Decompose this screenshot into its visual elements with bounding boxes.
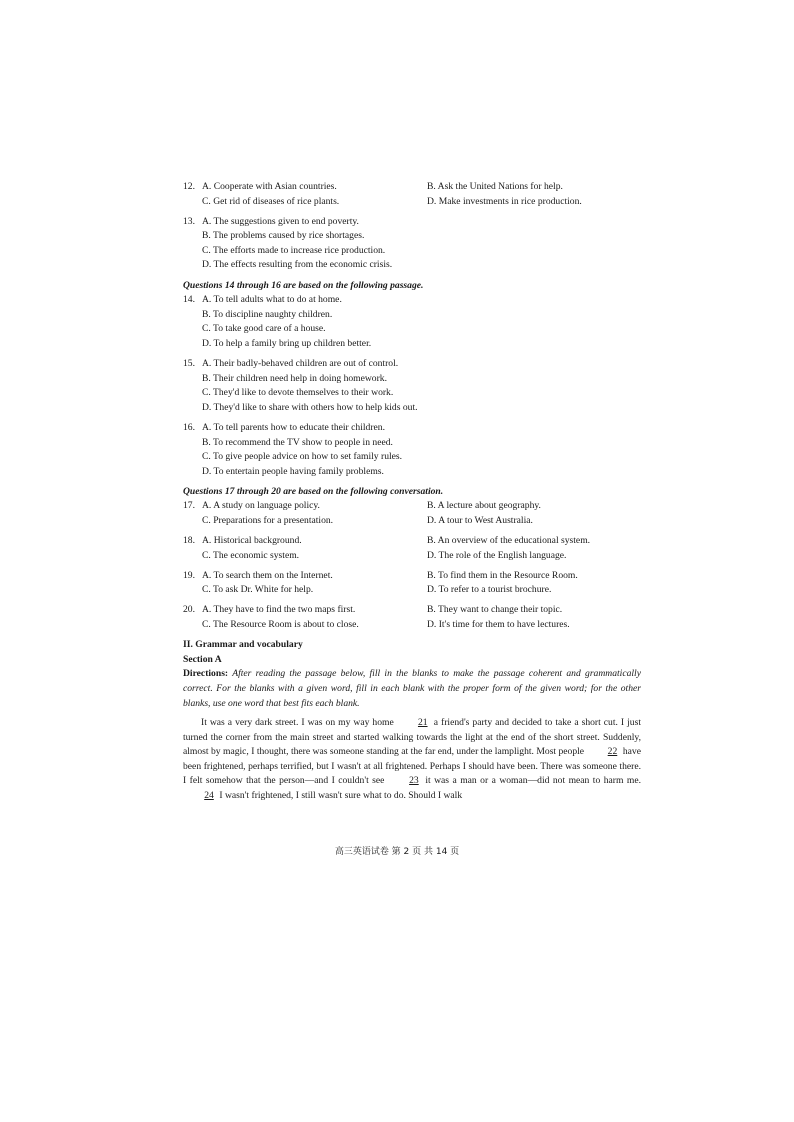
option-b: B. They want to change their topic. <box>427 604 563 616</box>
directions <box>183 667 641 711</box>
page-footer: 高三英语试卷 第 2 页 共 14 页 <box>334 847 460 857</box>
blank-23: 23 <box>409 775 419 787</box>
option-d: D. Make investments in rice production. <box>427 195 582 207</box>
option-c: C. The Resource Room is about to close. <box>202 619 359 631</box>
option-b: B. To find them in the Resource Room. <box>427 569 578 581</box>
option-d: D. The effects resulting from the economic crisis. <box>202 259 393 271</box>
question-15-option-a <box>183 357 641 372</box>
option-c: C. Get rid of diseases of rice plants. <box>202 195 340 207</box>
question-17-row-2 <box>183 514 641 529</box>
question-20-row-1 <box>183 603 641 618</box>
question-17-row-1 <box>183 499 641 514</box>
option-a: A. To tell adults what to do at home. <box>202 294 342 306</box>
cloze-passage <box>183 716 641 803</box>
option-b: B. A lecture about geography. <box>427 500 541 512</box>
option-c: C. Preparations for a presentation. <box>202 514 334 526</box>
question-number: 13. <box>183 215 195 227</box>
passage-text: I wasn't frightened, I still wasn't sure what to do. Should I walk <box>217 789 463 801</box>
part-title: II. Grammar and vocabulary <box>183 639 303 651</box>
question-15-option-c <box>183 386 641 401</box>
option-b: B. The problems caused by rice shortages. <box>202 230 365 242</box>
question-number: 18. <box>183 535 195 547</box>
question-number: 19. <box>183 569 195 581</box>
question-18-row-2 <box>183 549 641 564</box>
question-16-option-b <box>183 436 641 451</box>
option-a: A. Historical background. <box>202 535 302 547</box>
question-18-row-1 <box>183 534 641 549</box>
option-d: D. To entertain people having family problems. <box>202 465 384 477</box>
option-a: A. Cooperate with Asian countries. <box>202 181 337 192</box>
passage-text: it was a man or a woman—did not mean to harm me. <box>421 775 641 787</box>
section-heading-17-20: Questions 17 through 20 are based on the following conversation. <box>183 485 444 497</box>
question-number: 17. <box>183 500 195 512</box>
option-d: D. To help a family bring up children better. <box>202 337 372 349</box>
exam-page-content <box>183 180 641 803</box>
option-a: A. Their badly-behaved children are out of control. <box>202 358 399 370</box>
option-a: A. To tell parents how to educate their children. <box>202 421 385 433</box>
option-d: D. A tour to West Australia. <box>427 514 533 526</box>
option-c: C. To give people advice on how to set family rules. <box>202 451 403 463</box>
option-c: C. The efforts made to increase rice production. <box>202 244 386 256</box>
option-d: D. To refer to a tourist brochure. <box>427 584 552 596</box>
option-c: C. They'd like to devote themselves to their work. <box>202 387 394 399</box>
directions-label: Directions: <box>183 668 229 680</box>
question-16-option-a <box>183 421 641 436</box>
blank-22: 22 <box>607 746 618 758</box>
question-14-option-c <box>183 322 641 337</box>
question-number: 20. <box>183 604 195 616</box>
blank-24: 24 <box>204 789 214 801</box>
option-a: A. A study on language policy. <box>202 500 320 512</box>
question-14-option-b <box>183 308 641 323</box>
passage-text: a friend's party and decided to take a short cut. I just turned the corner from the main street and started walking towards the light at the end of the short street. Suddenly, almost by magic, I thought, there was someone standing at the far end, under the lamplight. Most people <box>183 717 641 758</box>
question-12-row-2 <box>183 195 641 210</box>
question-13-option-d <box>183 258 641 273</box>
passage-text: have been frightened, perhaps terrified, but I wasn't at all frightened. Perhaps I should have been. There was someone there. I felt somehow that the person—and I couldn't see <box>183 746 641 787</box>
question-number: 16. <box>183 421 195 433</box>
question-15-option-d <box>183 401 641 416</box>
passage-text: It was a very dark street. I was on my way home <box>201 717 397 729</box>
option-d: D. The role of the English language. <box>427 549 567 561</box>
blank-21: 21 <box>417 717 428 729</box>
question-19-row-1 <box>183 569 641 584</box>
option-c: C. To ask Dr. White for help. <box>202 584 314 596</box>
option-b: B. To recommend the TV show to people in need. <box>202 436 393 448</box>
section-heading-14-16: Questions 14 through 16 are based on the following passage. <box>183 279 424 291</box>
question-number: 15. <box>183 358 195 370</box>
option-b: B. Ask the United Nations for help. <box>427 181 563 192</box>
question-14-option-a <box>183 293 641 308</box>
option-d: D. They'd like to share with others how to help kids out. <box>202 401 418 413</box>
option-a: A. The suggestions given to end poverty. <box>202 215 359 227</box>
option-c: C. To take good care of a house. <box>202 323 326 335</box>
option-a: A. They have to find the two maps first. <box>202 604 356 616</box>
question-12-row-1 <box>183 180 641 195</box>
question-13-option-a <box>183 215 641 230</box>
question-13-option-c <box>183 244 641 259</box>
section-title: Section A <box>183 653 222 665</box>
question-19-row-2 <box>183 583 641 598</box>
option-b: B. To discipline naughty children. <box>202 308 333 320</box>
question-13-option-b <box>183 229 641 244</box>
option-b: B. An overview of the educational system. <box>427 535 591 547</box>
question-number: 14. <box>183 294 195 306</box>
directions-text: After reading the passage below, fill in the blanks to make the passage coherent and grammatically correct. For the blanks with a given word, fill in each blank with the proper form of the given word; for the other blanks, use one word that best fits each blank. <box>183 668 641 709</box>
option-b: B. Their children need help in doing homework. <box>202 372 387 384</box>
question-15-option-b <box>183 372 641 387</box>
option-a: A. To search them on the Internet. <box>202 569 333 581</box>
question-16-option-d <box>183 465 641 480</box>
option-c: C. The economic system. <box>202 549 300 561</box>
question-number: 12. <box>183 181 195 192</box>
question-20-row-2 <box>183 618 641 633</box>
option-d: D. It's time for them to have lectures. <box>427 619 570 631</box>
question-14-option-d <box>183 337 641 352</box>
question-16-option-c <box>183 450 641 465</box>
